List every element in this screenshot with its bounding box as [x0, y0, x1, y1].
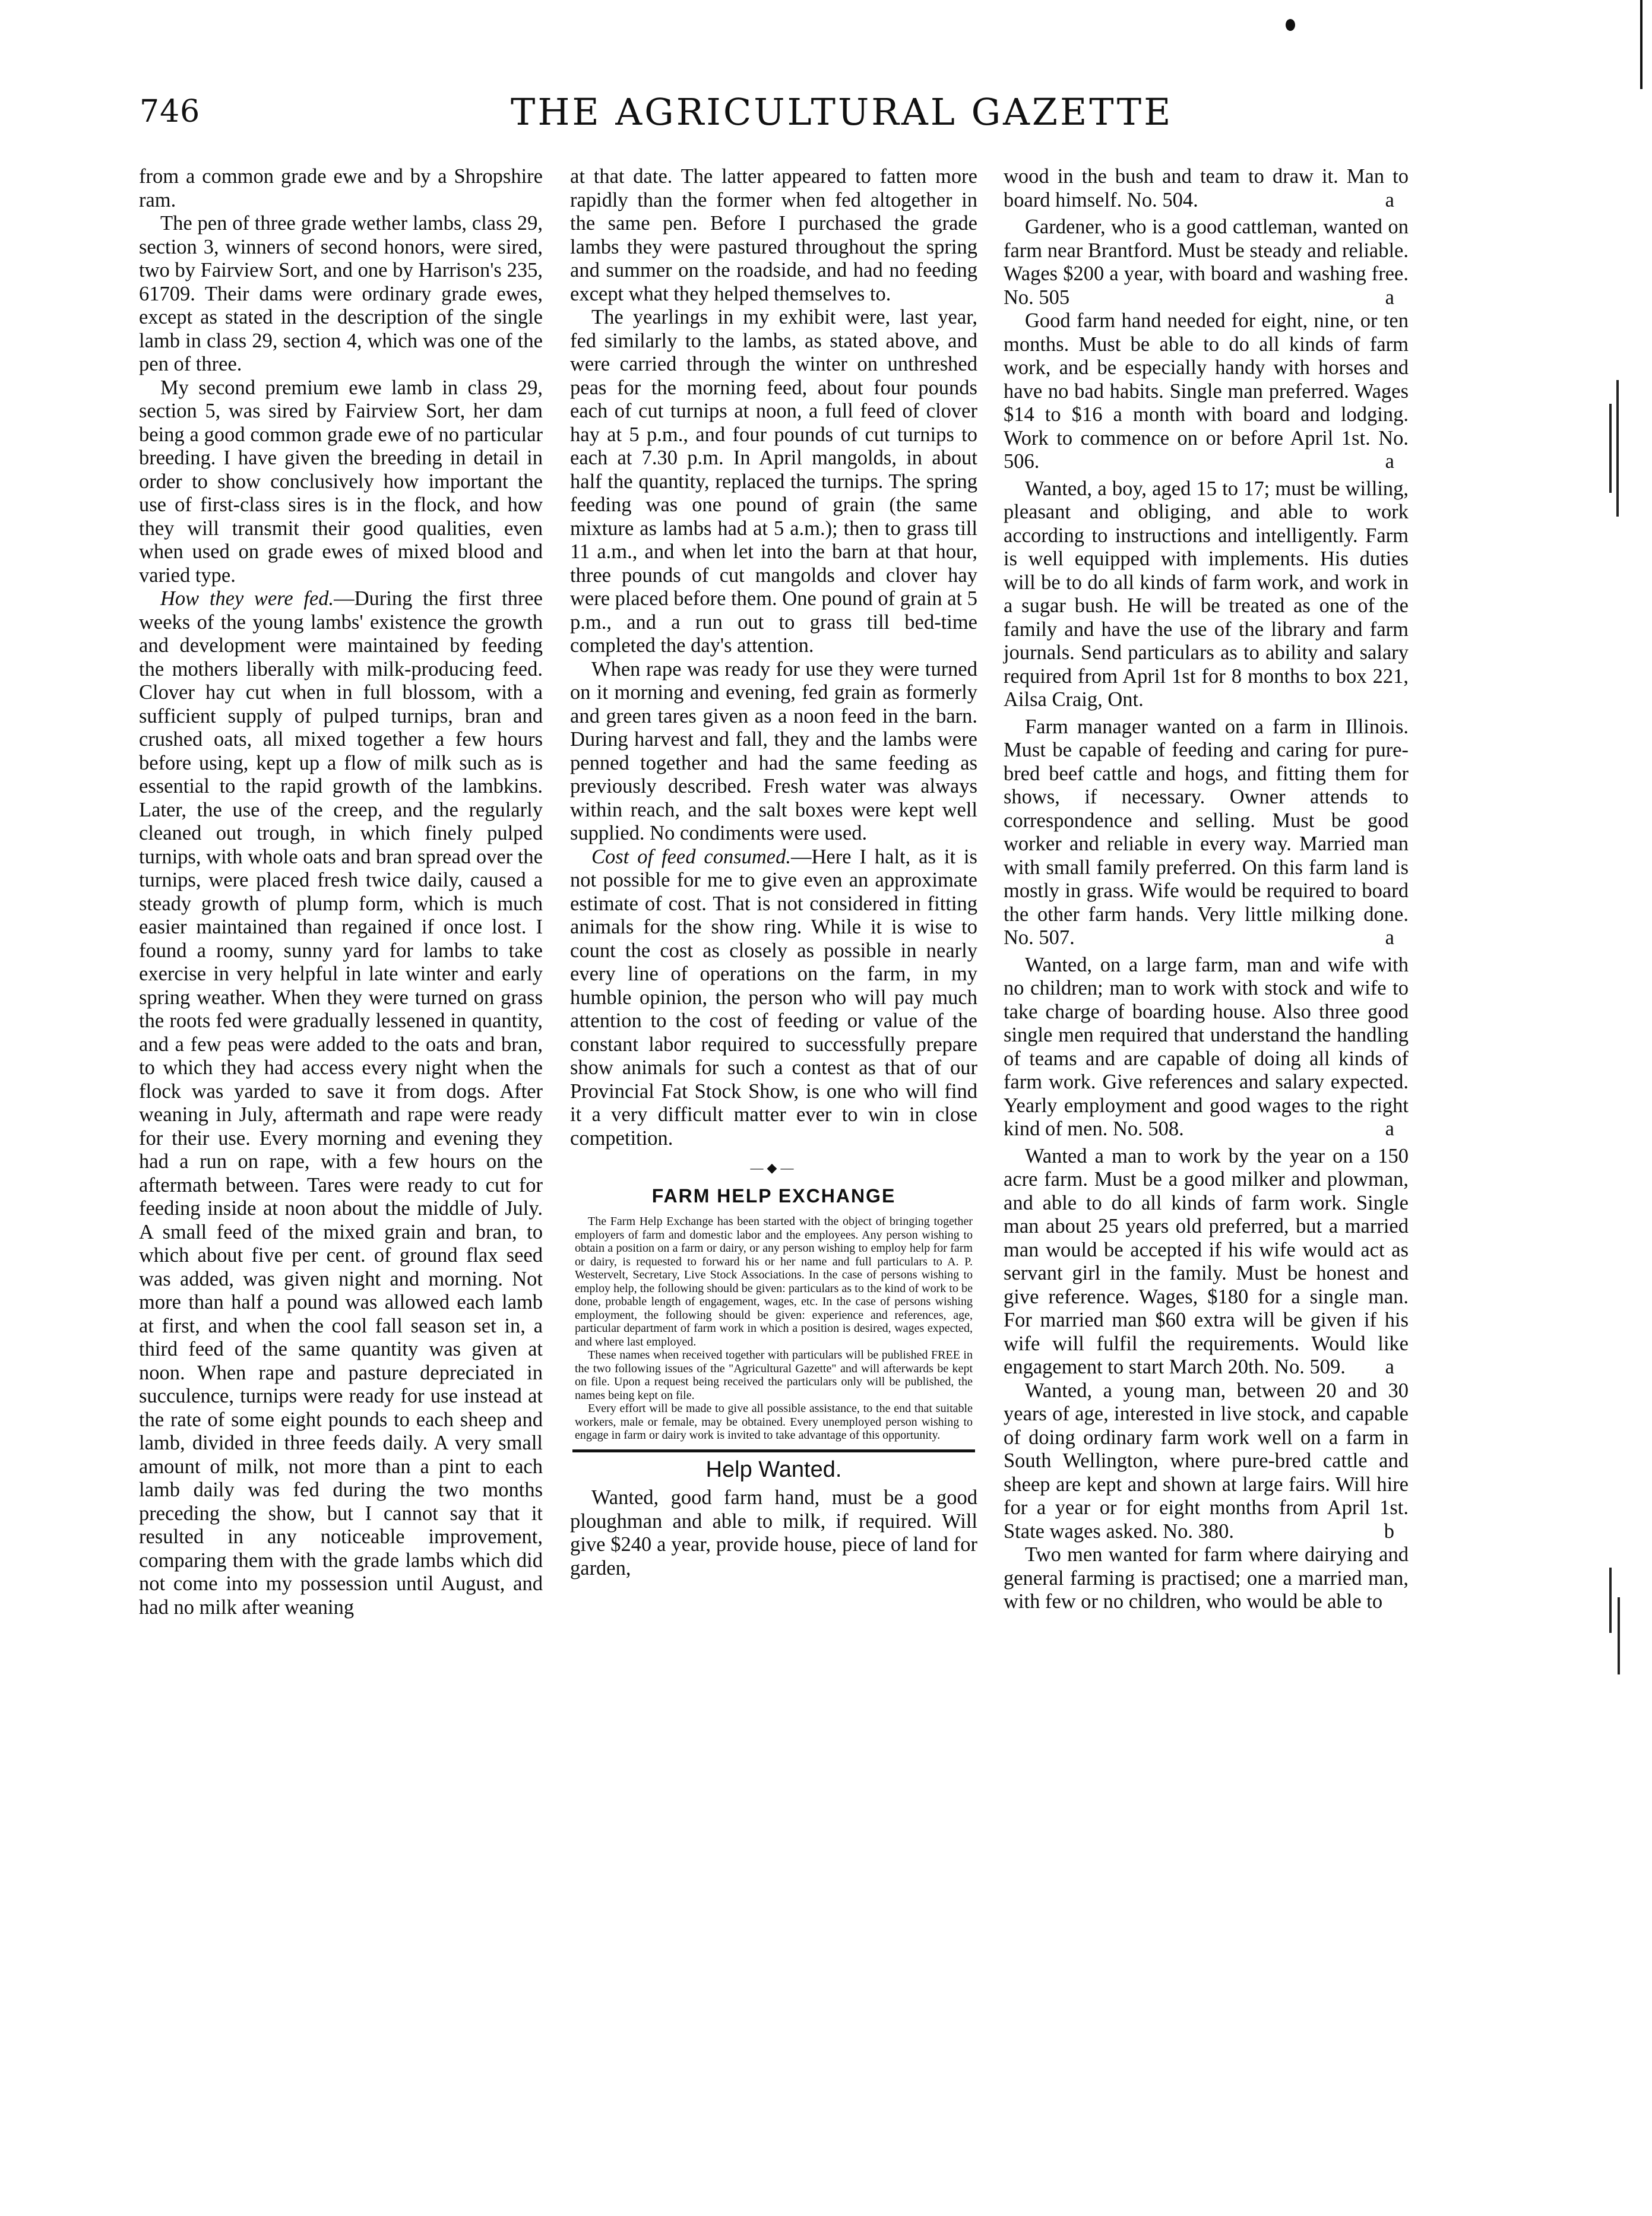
- page-number: 746: [140, 94, 201, 129]
- paragraph: [139, 587, 543, 1619]
- classified-ad: [1004, 1145, 1409, 1379]
- ad-mark: a: [1385, 1118, 1394, 1140]
- classified-ad: Two men wanted for farm where dairying and general farming is practised; one a married man, with few or no children, who would be able to: [1004, 1543, 1409, 1613]
- help-wanted-heading: Help Wanted.: [705, 1457, 842, 1482]
- ad-text: Gardener, who is a good cattleman, wanted on farm near Brantford. Must be steady and reliable. Wages $200 a year, with board and washing free. No. 505: [1004, 216, 1409, 309]
- classified-ad: Wanted, good farm hand, must be a good ploughman and able to milk, if required. Will give $240 a year, provide house, piece of land for garden,: [570, 1486, 977, 1579]
- text-column-1: [139, 165, 543, 1619]
- binding-mark: [1618, 1597, 1620, 1674]
- farm-help-exchange-heading: FARM HELP EXCHANGE: [651, 1185, 896, 1207]
- classified-ad: [1004, 216, 1409, 309]
- section-heading: How they were fed.: [160, 587, 334, 610]
- paragraph: from a common grade ewe and by a Shropshire ram.: [139, 165, 543, 211]
- notice-paragraph: These names when received together with particulars will be published FREE in the two following issues of the "Agricultural Gazette" and will afterwards be kept on file. Upon a request being received the particulars only will be published, the names being kept on file.: [575, 1348, 973, 1402]
- binding-mark: [1609, 404, 1612, 493]
- notice-paragraph: The Farm Help Exchange has been started with the object of bringing together employers of farm and domestic labor and the employees. Any person wishing to obtain a position on a farm or dairy, or any person wishing to employ help for farm or dairy, is requested to forward his or her name and full particulars to A. P. Westervelt, Secretary, Live Stock Associations. In the case of persons wishing to employ help, the following should be given: particulars as to the kind of work to be done, probable length of engagement, wages, etc. In the case of persons wishing employment, the following should be given: experience and references, age, particular department of farm work in which a position is desired, wages expected, and where last employed.: [575, 1215, 973, 1348]
- binding-mark: [1616, 380, 1619, 517]
- paragraph-text: —During the first three weeks of the young lambs' existence the growth and development were maintained by feeding the mothers liberally with milk-producing feed. Clover hay cut when in full blossom, with a sufficient supply of pulped turnips, bran and crushed oats, all mixed together a few hours before using, kept up a flow of milk such as is essential to the rapid growth of the lambkins. Later, the use of the creep, and the regularly cleaned out trough, in which finely pulped turnips, with whole oats and bran spread over the turnips, were placed fresh twice daily, caused a steady growth of plump form, which is much easier maintained than regained if once lost. I found a roomy, sunny yard for lambs to take exercise in very helpful in late winter and early spring weather. When they were turned on grass the roots fed were gradually lessened in quantity, and a few peas were added to the oats and bran, to which they had access every night when the flock was yarded to save it from dogs. After weaning in July, aftermath and rape were ready for their use. Every morning and evening they had a run on rape, with a few hours on the aftermath between. Tares were ready to cut for feeding inside at noon about the middle of July. A small feed of the mixed grain and bran, to which about five per cent. of ground flax seed was added, was given night and morning. Not more than half a pound was allowed each lamb at first, and when the cool fall season set in, a third feed of the same quantity was given at noon. When rape and pasture depreciated in succulence, turnips were ready for use instead at the rate of some eight pounds to each sheep and lamb, divided in three feeds daily. A very small amount of milk, not more than a pint to each lamb daily was fed during the two months preceding the show, but I cannot say that it resulted in any noticeable improvement, comparing them with the grade lambs which did not come into my possession until August, and had no milk after weaning: [139, 587, 543, 1619]
- ad-text: Wanted, a young man, between 20 and 30 years of age, interested in live stock, and capable of doing ordinary farm work well on a farm in South Wellington, where pure-bred cattle and sheep are kept and shown at large fairs. Will hire for a year or for eight months from April 1st. State wages asked. No. 380.: [1004, 1379, 1409, 1543]
- farm-help-exchange-notice: [575, 1215, 973, 1442]
- section-heading: Cost of feed consumed.: [591, 845, 791, 868]
- paragraph: at that date. The latter appeared to fatten more rapidly than the former when fed altogether in the same pen. Before I purchased the grade lambs they were pastured throughout the spring and summer on the roadside, and had no feeding except what they helped themselves to.: [570, 165, 977, 305]
- text-column-2: [570, 165, 977, 1580]
- classified-ad: [1004, 309, 1409, 474]
- paragraph: [570, 846, 977, 1151]
- ad-mark: a: [1385, 188, 1394, 211]
- binding-mark: [1609, 1568, 1612, 1633]
- printer-mark: [1286, 19, 1295, 31]
- classified-ad: [1004, 716, 1409, 950]
- paragraph: My second premium ewe lamb in class 29, section 5, was sired by Fairview Sort, her dam being a good common grade ewe of no particular breeding. I have given the breeding in detail in order to show conclusively how important the use of first-class sires is in the flock, and how they will transmit their good qualities, even when used on grade ewes of mixed blood and varied type.: [139, 376, 543, 587]
- paragraph-text: —Here I halt, as it is not possible for me to give even an approximate estimate of cost. That is not considered in fitting animals for the show ring. While it is wise to count the cost as closely as possible in nearly every line of operations on the farm, in my humble opinion, the person who will pay much attention to the cost of feeding or value of the constant labor required to successfully prepare show animals for such a contest as that of our Provincial Fat Stock Show, is one who will find it a very difficult matter ever to win in close competition.: [570, 845, 977, 1150]
- paragraph: The yearlings in my exhibit were, last year, fed similarly to the lambs, as stated above, and were carried through the winter on unthreshed peas for the morning feed, about four pounds each of cut turnips at noon, a full feed of clover hay at 5 p.m., and four pounds of cut turnips to each at 7.30 p.m. In April mangolds, in about half the quantity, replaced the turnips. The spring feeding was one pound of grain (the same mixture as lambs had at 5 a.m.); then to grass till 11 a.m., and when let into the barn at that hour, three pounds of cut mangolds and clover hay were placed before them. One pound of grain at 5 p.m., and a run out to grass till bed-time completed the day's attention.: [570, 306, 977, 657]
- ad-text: wood in the bush and team to draw it. Man to board himself. No. 504.: [1004, 165, 1409, 211]
- masthead-title: THE AGRICULTURAL GAZETTE: [511, 90, 1173, 134]
- section-divider: —◆—: [750, 1160, 797, 1175]
- classified-ad: [1004, 954, 1409, 1141]
- classified-ad: [1004, 165, 1409, 212]
- section-rule: [572, 1449, 975, 1452]
- classified-ad: Wanted, a boy, aged 15 to 17; must be willing, pleasant and obliging, and able to work according to instructions and intelligently. Farm is well equipped with implements. His duties will be to do all kinds of farm work, and work in a sugar bush. He will be treated as one of the family and have the use of the library and farm journals. Send particulars as to ability and salary required from April 1st for 8 months to box 221, Ailsa Craig, Ont.: [1004, 477, 1409, 711]
- ad-text: Farm manager wanted on a farm in Illinois. Must be capable of feeding and caring for pure-bred beef cattle and hogs, and fitting them for shows, if necessary. Owner attends to correspondence and selling. Must be good worker and reliable in every way. Married man with small family preferred. On this farm land is mostly in grass. Wife would be required to board the other farm hands. Very little milking done. No. 507.: [1004, 715, 1409, 949]
- ad-mark: b: [1384, 1519, 1394, 1543]
- text-column-3: [1004, 165, 1409, 1614]
- ad-text: Wanted a man to work by the year on a 150 acre farm. Must be a good milker and plowman, and able to do all kinds of farm work. Single man about 25 years old preferred, but a married man would be accepted if his wife would act as servant girl in the family. Must be honest and give reference. Wages, $180 for a single man. For married man $60 extra will be given if his wife will fulfil the requirements. Would like engagement to start March 20th. No. 509.: [1004, 1144, 1409, 1378]
- paragraph: When rape was ready for use they were turned on it morning and evening, fed grain as formerly and green tares given as a noon feed in the barn. During harvest and fall, they and the lambs were penned together and had the same feeding as previously described. Fresh water was always within reach, and the salt boxes were kept well supplied. No condiments were used.: [570, 657, 977, 844]
- ad-mark: a: [1385, 286, 1394, 309]
- page-edge-line: [1640, 0, 1642, 89]
- notice-paragraph: Every effort will be made to give all possible assistance, to the end that suitable workers, male or female, may be obtained. Every unemployed person wishing to engage in farm or dairy work is invited to take advantage of this opportunity.: [575, 1402, 973, 1442]
- paragraph: The pen of three grade wether lambs, class 29, section 3, winners of second honors, were sired, two by Fairview Sort, and one by Harrison's 235, 61709. Their dams were ordinary grade ewes, except as stated in the description of the single lamb in class 29, section 4, which was one of the pen of three.: [139, 212, 543, 375]
- classified-ad: [1004, 1379, 1409, 1544]
- ad-text: Wanted, on a large farm, man and wife with no children; man to work with stock and wife to take charge of boarding house. Also three good single men required that understand the handling of teams and are capable of doing all kinds of farm work. Give references and salary expected. Yearly employment and good wages to the right kind of men. No. 508.: [1004, 953, 1409, 1140]
- ad-text: Good farm hand needed for eight, nine, or ten months. Must be able to do all kinds of farm work, and be especially handy with horses and have no bad habits. Single man preferred. Wages $14 to $16 a month with board and lodging. Work to commence on or before April 1st. No. 506.: [1004, 309, 1409, 473]
- ad-mark: a: [1385, 926, 1394, 949]
- ad-mark: a: [1385, 450, 1394, 473]
- ad-mark: a: [1385, 1356, 1394, 1378]
